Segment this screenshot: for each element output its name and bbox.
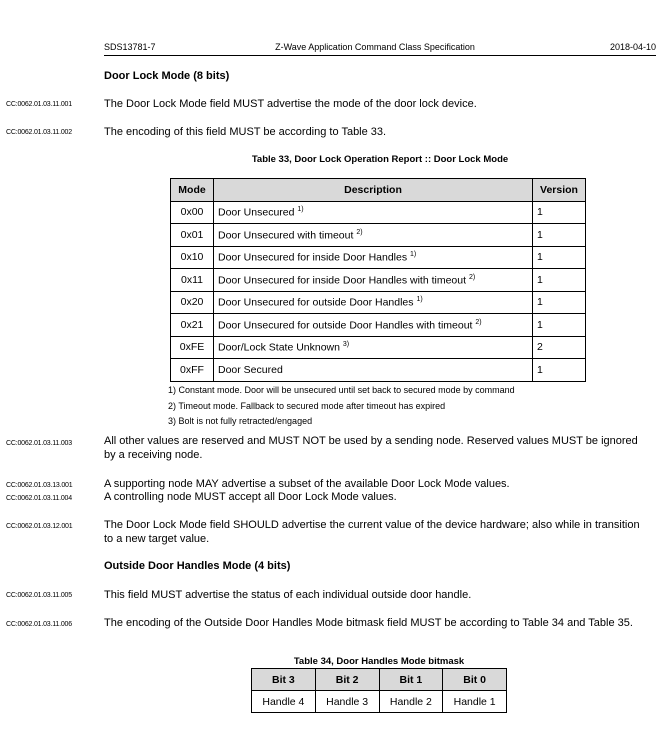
version-cell: 1 xyxy=(533,314,586,337)
footnote-ref: 2) xyxy=(475,318,482,326)
version-cell: 1 xyxy=(533,246,586,269)
table34-header-bit2: Bit 2 xyxy=(315,669,379,691)
handle-cell: Handle 4 xyxy=(252,691,316,713)
mode-cell: 0x10 xyxy=(171,246,214,269)
description-cell xyxy=(214,201,533,224)
table34-caption: Table 34, Door Handles Mode bitmask xyxy=(293,656,465,667)
table-row xyxy=(171,224,586,247)
description-cell xyxy=(214,359,533,382)
version-cell: 1 xyxy=(533,359,586,382)
description-text: Door Unsecured with timeout xyxy=(218,229,354,241)
table33-footnote: 3) Bolt is not fully retracted/engaged xyxy=(168,416,313,426)
header-date: 2018-04-10 xyxy=(609,42,656,52)
description-text: Door Secured xyxy=(218,363,283,376)
table-row xyxy=(171,336,586,359)
header-doc-id: SDS13781-7 xyxy=(104,42,156,52)
table34-header-bit0: Bit 0 xyxy=(443,669,507,691)
description-text: Door Unsecured xyxy=(218,206,295,219)
table33-caption: Table 33, Door Lock Operation Report :: Door Lock Mode xyxy=(251,154,509,165)
footnote-ref: 1) xyxy=(297,206,304,213)
handle-cell: Handle 3 xyxy=(315,691,379,713)
paragraph: A controlling node MUST accept all Door Lock Mode values. xyxy=(104,491,397,503)
mode-cell: 0x21 xyxy=(171,314,214,337)
paragraph: The encoding of the Outside Door Handles Mode bitmask field MUST be according to Table 34 and Table 35. xyxy=(104,617,633,629)
table33-header-mode: Mode xyxy=(171,179,214,202)
footnote-ref: 2) xyxy=(468,273,476,281)
requirement-id: CC:0062.01.03.13.001 xyxy=(6,482,73,489)
mode-cell: 0xFE xyxy=(171,336,214,359)
requirement-id: CC:0062.01.03.11.003 xyxy=(6,440,72,447)
requirement-id: CC:0062.01.03.11.004 xyxy=(6,495,72,502)
footnote-ref: 1) xyxy=(416,296,423,303)
description-text: Door Unsecured for inside Door Handles xyxy=(218,251,408,264)
mode-cell: 0x01 xyxy=(171,224,214,247)
mode-cell: 0x11 xyxy=(171,269,214,292)
requirement-id: CC:0062.01.03.12.001 xyxy=(6,523,73,530)
table33-footnote: 2) Timeout mode. Fallback to secured mode after timeout has expired xyxy=(168,401,446,411)
version-cell: 1 xyxy=(533,269,586,292)
table33 xyxy=(170,178,586,382)
paragraph: The Door Lock Mode field SHOULD advertise the current value of the device hardware; also while in transition to a new target value. xyxy=(104,519,640,545)
outside-door-handles-heading: Outside Door Handles Mode (4 bits) xyxy=(104,560,291,572)
paragraph: The encoding of this field MUST be according to Table 33. xyxy=(104,126,387,138)
requirement-id: CC:0062.01.03.11.005 xyxy=(6,592,72,599)
version-cell: 1 xyxy=(533,201,586,224)
handle-cell: Handle 1 xyxy=(443,691,507,713)
description-cell xyxy=(214,314,533,337)
description-cell xyxy=(214,224,533,247)
table33-footnote: 1) Constant mode. Door will be unsecured until set back to secured mode by command xyxy=(168,385,515,395)
description-cell xyxy=(214,269,533,292)
table34-header-bit3: Bit 3 xyxy=(252,669,316,691)
table-row xyxy=(171,314,586,337)
requirement-id: CC:0062.01.03.11.002 xyxy=(6,129,72,136)
handle-cell: Handle 2 xyxy=(379,691,443,713)
paragraph: The Door Lock Mode field MUST advertise the mode of the door lock device. xyxy=(104,98,477,110)
requirement-id: CC:0062.01.03.11.001 xyxy=(6,101,72,108)
mode-cell: 0x20 xyxy=(171,291,214,314)
footnote-ref: 1) xyxy=(410,251,417,258)
description-cell xyxy=(214,246,533,269)
header-title: Z-Wave Application Command Class Specification xyxy=(275,42,475,52)
description-text: Door Unsecured for inside Door Handles with timeout xyxy=(218,274,467,286)
version-cell: 1 xyxy=(533,224,586,247)
description-text: Door Unsecured for outside Door Handles xyxy=(218,296,414,309)
requirement-id: CC:0062.01.03.11.006 xyxy=(6,621,72,628)
table33-header-version: Version xyxy=(533,179,586,202)
footnote-ref: 2) xyxy=(356,228,363,236)
table-row xyxy=(171,201,586,224)
table33-header-description: Description xyxy=(214,179,533,202)
table-row xyxy=(171,359,586,382)
table-row xyxy=(171,246,586,269)
paragraph: All other values are reserved and MUST NOT be used by a sending node. Reserved values MUST be ignored by a receiving node. xyxy=(104,435,638,461)
description-cell xyxy=(214,336,533,359)
table34-header-bit1: Bit 1 xyxy=(379,669,443,691)
header-rule xyxy=(104,55,656,56)
table-row xyxy=(171,269,586,292)
version-cell: 1 xyxy=(533,291,586,314)
table-row xyxy=(171,291,586,314)
paragraph: A supporting node MAY advertise a subset of the available Door Lock Mode values. xyxy=(104,478,510,490)
description-text: Door/Lock State Unknown xyxy=(218,341,340,354)
paragraph: This field MUST advertise the status of each individual outside door handle. xyxy=(104,589,472,601)
description-cell xyxy=(214,291,533,314)
footnote-ref: 3) xyxy=(342,341,350,348)
description-text: Door Unsecured for outside Door Handles with timeout xyxy=(218,319,473,331)
table-row xyxy=(252,691,507,713)
mode-cell: 0x00 xyxy=(171,201,214,224)
table34 xyxy=(251,668,507,713)
mode-cell: 0xFF xyxy=(171,359,214,382)
door-lock-mode-heading: Door Lock Mode (8 bits) xyxy=(104,70,230,82)
version-cell: 2 xyxy=(533,336,586,359)
